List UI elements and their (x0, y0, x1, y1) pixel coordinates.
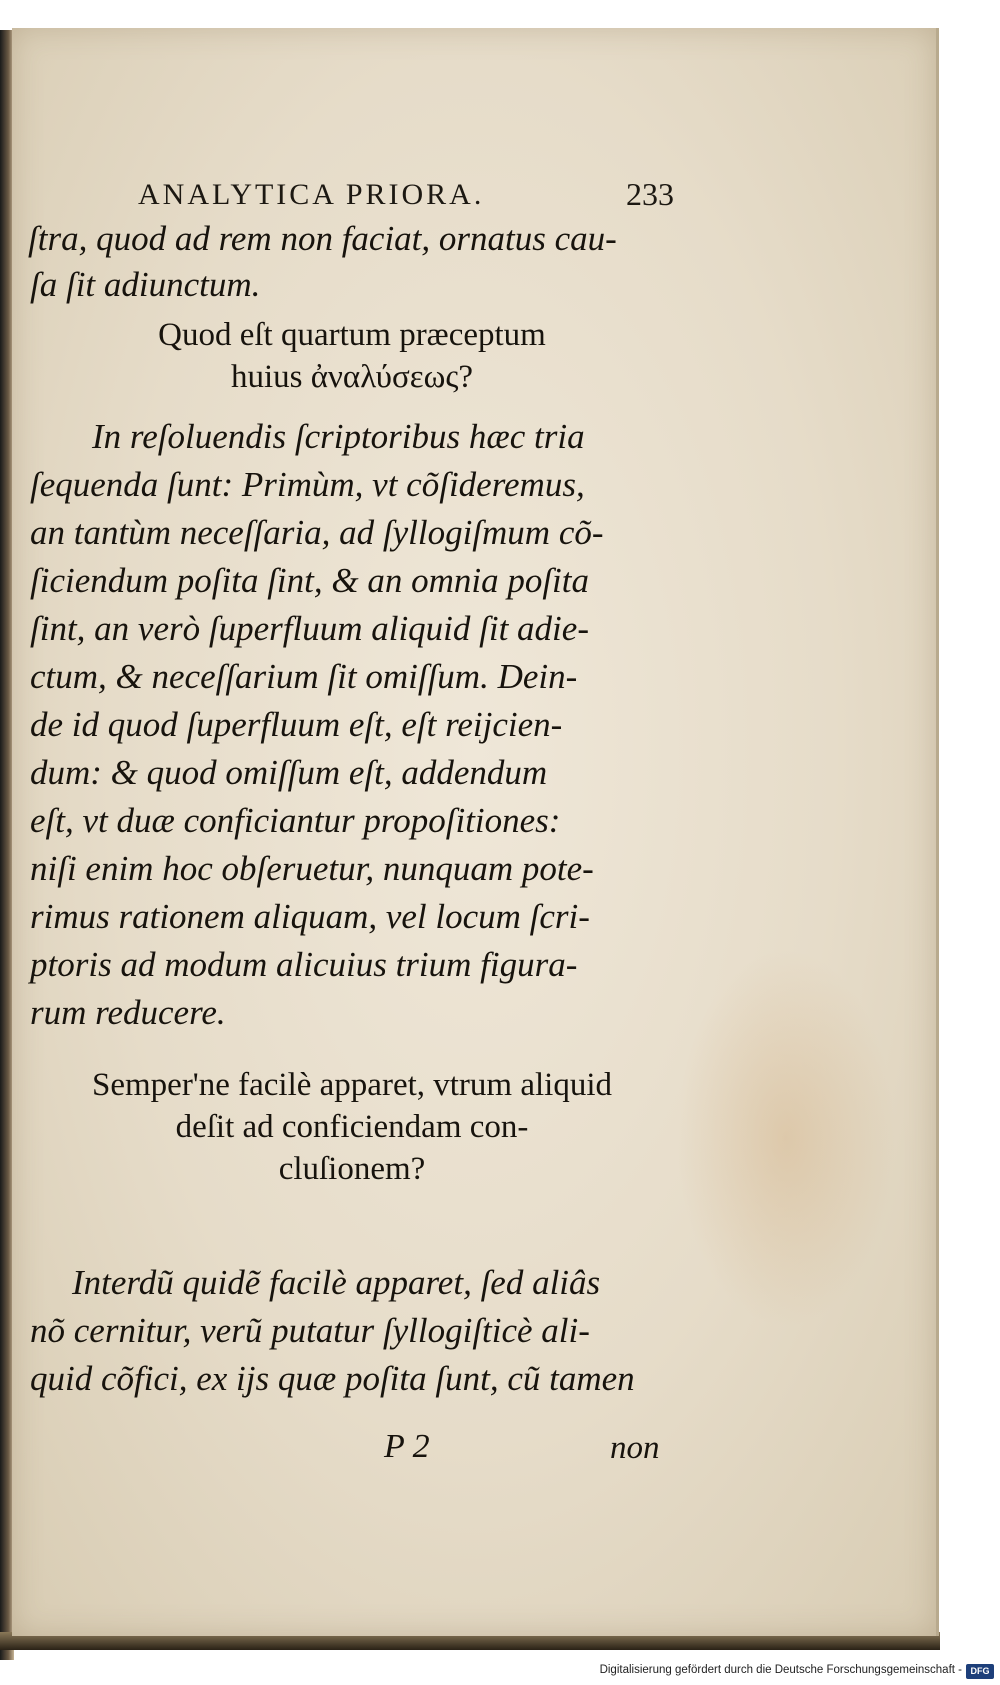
body-line: ctum, & neceſſarium ſit omiſſum. Dein- (30, 657, 578, 696)
body-line: ptoris ad modum alicuius trium figura- (30, 945, 578, 984)
opening-line: ſa ſit adiunctum. (30, 265, 261, 304)
running-head (138, 178, 698, 218)
body-line: ſequenda ſunt: Primùm, vt cõſideremus, (30, 465, 585, 504)
section-heading-line: Semper'ne facilè apparet, vtrum aliquid (92, 1067, 612, 1103)
body-line: rimus rationem aliquam, vel locum ſcri- (30, 897, 590, 936)
signature-mark: P 2 (384, 1428, 430, 1465)
body-line: dum: & quod omiſſum eſt, addendum (30, 753, 548, 792)
body-line: ſiciendum poſita ſint, & an omnia poſita (30, 561, 590, 600)
book-page (12, 28, 939, 1636)
body-line: niſi enim hoc obſeruetur, nunquam pote- (30, 849, 594, 888)
body-line: ſint, an verò ſuperfluum aliquid ſit adie- (30, 609, 589, 648)
section-heading-line: Quod eſt quartum præceptum (158, 317, 546, 353)
footer-credit: Digitalisierung gefördert durch die Deutsche Forschungsgemeinschaft - (599, 1664, 962, 1676)
opening-line: ſtra, quod ad rem non faciat, ornatus cau- (28, 219, 617, 258)
body-line: rum reducere. (30, 993, 226, 1032)
page-number: 233 (626, 176, 674, 212)
body-line: nõ cernitur, verũ putatur ſyllogiſticè ali- (30, 1311, 590, 1350)
body-line: de id quod ſuperfluum eſt, eſt reijcien- (30, 705, 563, 744)
digitization-footer (0, 1661, 1000, 1685)
dfg-logo-icon: DFG (966, 1664, 994, 1679)
body-line: eſt, vt duæ conficiantur propoſitiones: (30, 801, 561, 840)
section-heading-line: deſit ad conficiendam con- (175, 1109, 529, 1145)
section-heading-line: cluſionem? (278, 1151, 426, 1187)
running-title: ANALYTICA PRIORA. (138, 178, 485, 211)
body-line: In reſoluendis ſcriptoribus hæc tria (92, 417, 585, 456)
catchword: non (610, 1430, 660, 1466)
body-line: Interdũ quidẽ facilè apparet, ſed aliâs (72, 1263, 601, 1302)
body-line: quid cõfici, ex ijs quæ poſita ſunt, cũ tamen (30, 1359, 635, 1398)
paper-stain (676, 948, 896, 1328)
section-heading-line: huius ἀναλύσεως? (230, 359, 474, 395)
body-line: an tantùm neceſſaria, ad ſyllogiſmum cõ- (30, 513, 604, 552)
